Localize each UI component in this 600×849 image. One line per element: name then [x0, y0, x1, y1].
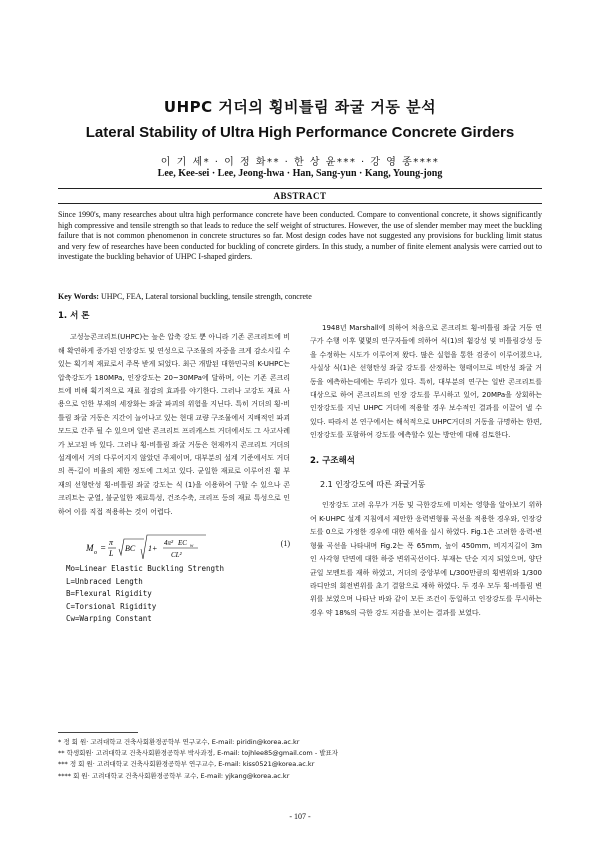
svg-text:1+: 1+	[148, 544, 158, 554]
abstract-heading: ABSTRACT	[58, 188, 542, 204]
definition-mo: Mo=Linear Elastic Buckling Strength	[66, 564, 225, 574]
english-authors: Lee, Kee-sei · Lee, Jeong-hwa · Han, Sang-yun · Kang, Young-jong	[157, 168, 443, 179]
svg-text:L: L	[109, 549, 114, 559]
equation-1	[58, 525, 290, 561]
svg-text:w: w	[190, 544, 194, 550]
section-2-1-paragraph: 인장강도 고려 유무가 거동 및 극한강도에 미치는 영향을 알아보기 위하여 K-UHPC 설계 지침에서 제안한 응력변형률 곡선을 적용한 경우와, 인장강도를 0으로 가정한 경우에 대한 해석을 실시 하였다. Fig.1은 고려한 응력-변형률 곡선을 나타내며 Fig.2는 폭 65mm, 높이 450mm, 비지지길이 3m 인 사각형 단면에 대한 하중 변위곡선이다. 부재는 단순 지지 되었으며, 양단 균일 모멘트를 재하 하였고, 거더의 중앙부에 L/300만큼의 횡변위와 1/300라디안의 회전변위를 초기 결함으로 재하 하였다. 두 경우 모두 횡-비틀림 변위를 보였으며 나타난 바와 같이 모든 조건이 동일하고 인장강도를 무시하는 경우 약 18%의 극한 강도 저감을 보이는 결과를 보였다.	[310, 501, 542, 617]
keywords-text: UHPC, FEA, Lateral torsional buckling, tensile strength, concrete	[98, 292, 312, 301]
svg-text:o: o	[94, 550, 97, 557]
equation-number: (1)	[280, 539, 290, 549]
definition-l: L=Unbraced Length	[66, 576, 143, 586]
page-number: - 107 -	[289, 812, 311, 821]
svg-text:π: π	[109, 538, 114, 548]
footnote-author-4: **** 회 원· 고려대학교 건축사회환경공학부 교수, E-mail: yjkang@korea.ac.kr	[58, 771, 290, 780]
symbol-definitions	[66, 563, 290, 626]
footnote-author-3: *** 정 회 원· 고려대학교 건축사회환경공학부 연구교수, E-mail: kiss0521@korea.ac.kr	[58, 760, 315, 769]
abstract-text: Since 1990's, many researches about ultra high performance concrete have been conducted. Compare to conventional concrete, it shows significantly high compressive and tensile strength so that leads to reduce the self weight of structures. However, the use of slender member may meet the buckling failure that is not common phenomenon in concrete structures so far. Most design codes have not suggested any provisions for buckling limit status and very few of researches have been conducted for buckling of concrete girders. In this study, a number of finite element analysis were carried out to investigate the buckling behavior of UHPC I-shaped girders.	[58, 210, 542, 261]
buckling-formula	[86, 533, 236, 563]
definition-cw: Cw=Warping Constant	[66, 614, 152, 624]
section-1-heading: 1. 서 론	[58, 311, 90, 321]
right-column	[310, 322, 542, 620]
section-2-heading: 2. 구조해석	[310, 455, 355, 466]
section-1-paragraph: 고성능콘크리트(UHPC)는 높은 압축 강도 뿐 아니라 기존 콘크리트에 비해 확연하게 증가된 인장강도 및 연성으로 구조물의 자중을 크게 감소시킬 수 있는 획기적 재료로서 주목 받게 되었다. 최근 개발된 대한민국의 K-UHPC는 압축강도가 180MPa, 인장강도는 20~30MPa에 달하며, 이는 기존 콘크리트에 비해 획기적으로 재료 절감의 효과를 야기한다. 그러나 고강도 재료 사용으로 인한 부재의 세장화는 좌굴 파괴의 위험을 지닌다. 특히 거더의 횡-비틀림 좌굴 거동은 지간이 늘어나고 있는 현대 교량 구조물에서 지배적인 파괴 모드로 간주 될 수 있으며 일반 콘크리트 프리캐스트 거더에서도 그 사고사례가 보고된 바 있다. 그러나 횡-비틀림 좌굴 거동은 현재까지 콘크리트 거더의 설계에서 거의 다루어지지 않았던 주제이며, 대부분의 설계 기준에서도 거더의 폭-길이 비율의 제한 정도에 그치고 있다. 균일한 재료로 이루어진 휨 부재의 선형탄성 횡-비틀림 좌굴 강도는 식 (1)을 이용하여 구할 수 있으나 콘크리트는 균열, 불균일한 재료특성, 건조수축, 크리프 등의 재료 특성으로 인하여 이를 직접 적용하는 것이 어렵다.	[58, 333, 290, 516]
subsection-2-1-heading: 2.1 인장강도에 따른 좌굴거동	[320, 480, 426, 490]
keywords-label: Key Words:	[58, 292, 99, 301]
footnote-author-1: * 정 회 원· 고려대학교 건축사회환경공학부 연구교수, E-mail: piridin@korea.ac.kr	[58, 738, 300, 746]
intro-continuation-paragraph: 1948년 Marshall에 의하여 처음으로 콘크리트 횡-비틀림 좌굴 거동 연구가 수행 이후 몇몇의 연구자들에 의하여 식(1)의 휨강성 및 비틀림강성 등을 수정하는 시도가 이루어져 왔다. 많은 실험을 통한 검증이 이루어졌으나, 사실상 식(1)은 선형탄성 좌굴 강도를 산정하는 형태이므로 비탄성 좌굴 거동을 예측하는데에는 무리가 있다. 특히, 대부분의 연구는 일반 콘크리트를 대상으로 하여 콘크리트의 인장 강도를 무시하고 있어, 20MPa을 상회하는 인장강도를 지닌 UHPC 거더에 적용할 경우 보수적인 결과를 이끌어 낼 수 있다. 따라서 본 연구에서는 해석적으로 UHPC거더의 거동을 규명하는 한편, 인장강도를 포함하여 강도를 예측할수 있는 방안에 대해 검토한다.	[310, 324, 542, 440]
svg-text:M: M	[86, 543, 94, 554]
korean-title: UHPC 거더의 횡비틀림 좌굴 거동 분석	[163, 98, 437, 116]
svg-text:4π²: 4π²	[164, 539, 174, 548]
english-title: Lateral Stability of Ultra High Performance Concrete Girders	[85, 124, 515, 141]
definition-b: B=Flexural Rigidity	[66, 589, 152, 599]
keywords-line	[58, 292, 542, 301]
korean-authors: 이 기 세* · 이 정 화** · 한 상 윤*** · 강 영 종****	[160, 157, 440, 168]
left-column	[58, 310, 290, 626]
svg-text:EC: EC	[178, 539, 187, 548]
svg-text:=: =	[100, 543, 107, 554]
svg-text:CL²: CL²	[171, 551, 182, 560]
definition-c: C=Torsional Rigidity	[66, 601, 157, 611]
footnote-author-2: ** 학생회원· 고려대학교 건축사회환경공학부 박사과정, E-mail: tojhlee85@gmail.com - 발표자	[58, 749, 339, 758]
author-footnotes	[58, 737, 542, 782]
svg-text:BC: BC	[125, 544, 136, 554]
footnote-rule	[58, 732, 138, 733]
